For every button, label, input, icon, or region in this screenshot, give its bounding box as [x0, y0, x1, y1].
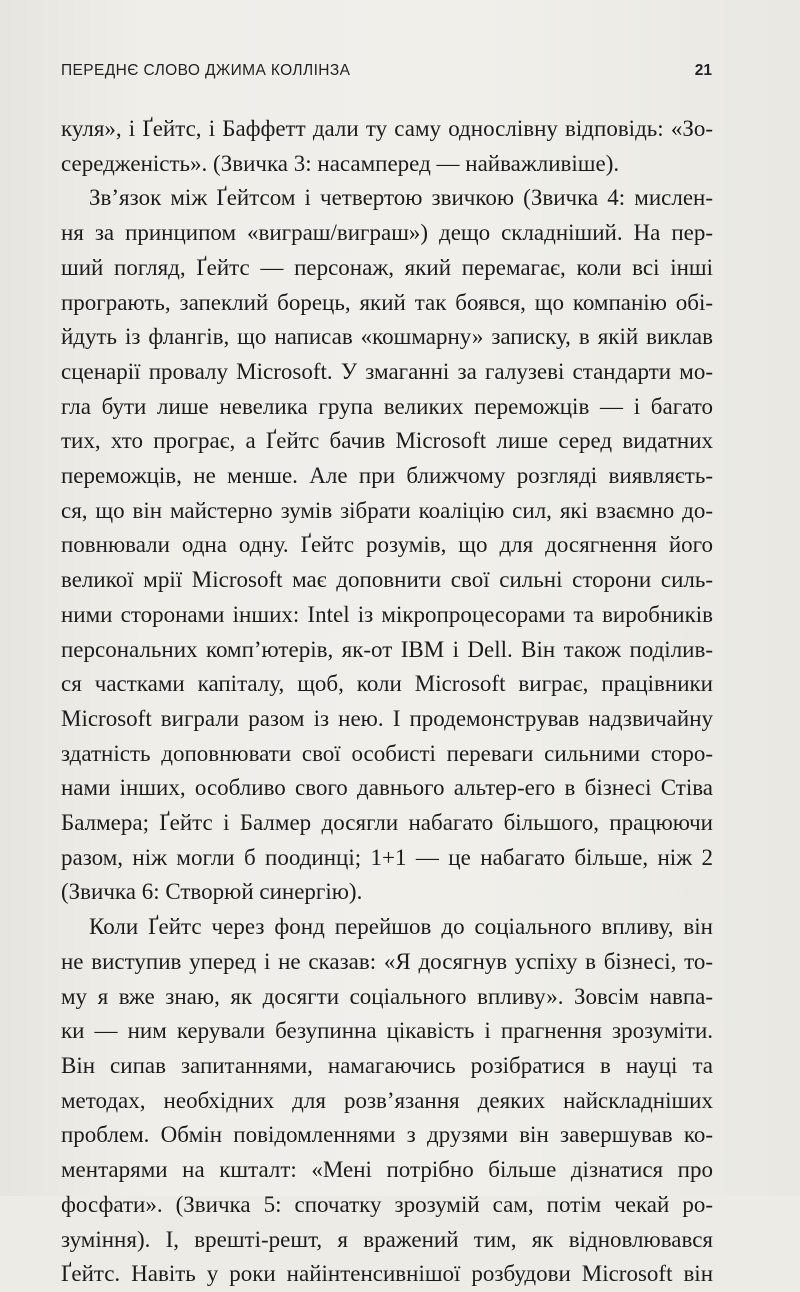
text-line: ся, що він майстерно зумів зібрати коаліцію сил, які взаємно до-	[61, 497, 713, 523]
text-line: нами інших, особливо свого давнього альтер-его в бізнесі Стіва	[61, 775, 713, 801]
text-line: зуміння). І, врешті-решт, я вражений тим, як відновлювався	[61, 1226, 713, 1252]
text-line: здатність доповнювати свої особисті переваги сильними сторо-	[61, 740, 713, 766]
text-line: фосфати». (Звичка 5: спочатку зрозумій сам, потім чекай ро-	[61, 1191, 713, 1217]
text-line: сценарії провалу Microsoft. У змаганні за галузеві стандарти мо-	[61, 358, 713, 384]
text-line: середженість». (Звичка 3: насамперед — найважливіше).	[61, 150, 620, 176]
text-line: ся частками капіталу, щоб, коли Microsoft виграє, працівники	[61, 671, 713, 697]
text-line: ки — ним керували безупинна цікавість і прагнення зрозуміти.	[61, 1018, 713, 1044]
text-line: (Звичка 6: Створюй синергію).	[61, 879, 363, 905]
text-line: ший погляд, Ґейтс — персонаж, який перемагає, коли всі інші	[61, 254, 713, 280]
text-line: гла бути лише невелика група великих переможців — і багато	[61, 393, 713, 419]
text-line: персональних комп’ютерів, як-от IBM і Dell. Він також поділив-	[61, 636, 713, 662]
text-line: Microsoft виграли разом із нею. І продемонстрував надзвичайну	[61, 705, 713, 731]
text-line: переможців, не менше. Але при ближчому розгляді виявляєть-	[61, 463, 713, 489]
text-line: програють, запеклий борець, який так боявся, що компанію обі-	[61, 289, 713, 315]
text-line: ментарями на кшталт: «Мені потрібно більше дізнатися про	[61, 1157, 713, 1183]
text-line: Ґейтс. Навіть у роки найінтенсивнішої розбудови Microsoft він	[61, 1261, 713, 1287]
text-line: му я вже знаю, як досягти соціального впливу». Зовсім навпа-	[61, 983, 713, 1009]
text-line: не виступив уперед і не сказав: «Я досягнув успіху в бізнесі, то-	[61, 948, 713, 974]
body-text	[61, 112, 713, 1292]
text-line: йдуть із флангів, що написав «кошмарну» записку, в якій виклав	[61, 324, 713, 350]
text-line: разом, ніж могли б поодинці; 1+1 — це набагато більше, ніж 2	[61, 844, 713, 870]
page-number: 21	[694, 62, 712, 79]
text-line: ня за принципом «виграш/виграш») дещо складніший. На пер-	[61, 220, 713, 246]
text-line: Балмера; Ґейтс і Балмер досягли набагато більшого, працюючи	[61, 810, 713, 836]
text-line: Він сипав запитаннями, намагаючись розібратися в науці та	[61, 1052, 713, 1078]
text-line: Зв’язок між Ґейтсом і четвертою звичкою (Звичка 4: мислен-	[89, 185, 713, 211]
text-line: ними сторонами інших: Intel із мікропроцесорами та виробників	[61, 601, 713, 627]
text-line: методах, необхідних для розв’язання деяких найскладніших	[61, 1087, 713, 1113]
text-line: куля», і Ґейтс, і Баффетт дали ту саму однослівну відповідь: «Зо-	[61, 116, 713, 141]
text-line: Коли Ґейтс через фонд перейшов до соціального впливу, він	[89, 914, 713, 940]
running-head-title: ПЕРЕДНЄ СЛОВО ДЖИМА КОЛЛІНЗА	[61, 62, 351, 79]
text-line: проблем. Обмін повідомленнями з друзями він завершував ко-	[61, 1122, 713, 1148]
text-line: повнювали одна одну. Ґейтс розумів, що для досягнення його	[61, 532, 713, 558]
text-line: великої мрії Microsoft має доповнити свої сильні сторони силь-	[61, 567, 713, 593]
text-line: тих, хто програє, а Ґейтс бачив Microsoft лише серед видатних	[61, 428, 713, 454]
